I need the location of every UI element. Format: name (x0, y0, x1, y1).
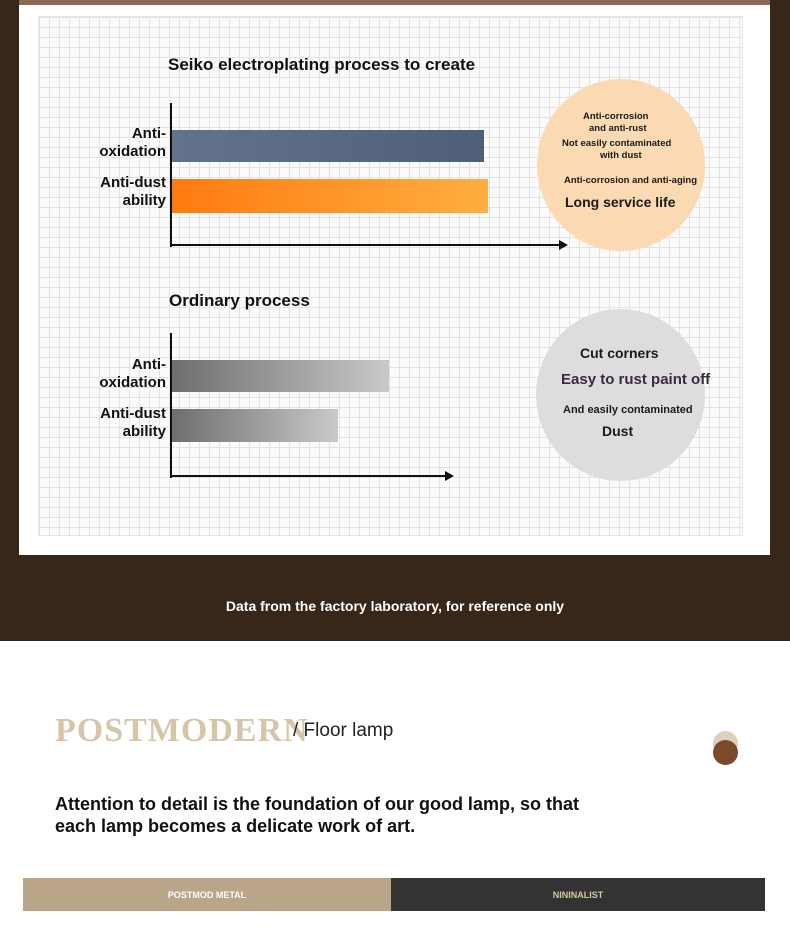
chart1-category-label: Anti-dust ability (100, 174, 166, 209)
chart1-note-line: Long service life (565, 194, 676, 210)
chart1-axis-arrow (559, 240, 568, 250)
chart1-bar-anti-dust (172, 179, 488, 213)
tagline-text: Attention to detail is the foundation of our good lamp, so that each lamp becomes a delicate work of art. (55, 794, 579, 836)
chart2-bar-anti-dust (172, 409, 338, 442)
chart2-category-label: Anti- oxidation (99, 356, 166, 391)
chart2-bar-anti-oxidation (172, 360, 389, 392)
chart1-note-line: Not easily contaminated (562, 138, 672, 149)
chart2-category-label: Anti-dust ability (100, 405, 166, 440)
chart2-note-line: Easy to rust paint off (561, 371, 711, 388)
footnote-text: Data from the factory laboratory, for reference only (225, 598, 565, 614)
chart1-title: Seiko electroplating process to create (168, 55, 476, 74)
chart2-axis-arrow (445, 471, 454, 481)
chart2-note-line: Cut corners (580, 345, 659, 361)
chart1-x-axis (170, 244, 560, 246)
chart1-category-label: Anti- oxidation (99, 125, 166, 160)
chart2-title: Ordinary process (169, 291, 310, 310)
chart2-note-line: Dust (602, 423, 634, 439)
decorative-dot-dark (713, 740, 738, 765)
chart2-note-line: And easily contaminated (563, 404, 693, 416)
chart2-note-circle (536, 309, 705, 481)
chart2-y-axis (170, 333, 172, 478)
brand-title: POSTMODERN (55, 712, 309, 749)
chart1-y-axis (170, 103, 172, 247)
chart1-note-line: and anti-rust (589, 123, 647, 134)
tab-postmod-metal[interactable]: POSTMOD METAL (23, 878, 391, 911)
chart1-note-circle (537, 79, 705, 251)
chart1-note-line: Anti-corrosion (583, 111, 649, 122)
tab-nininalist[interactable]: NININALIST (391, 878, 765, 911)
brand-subtitle: / Floor lamp (293, 720, 394, 741)
chart1-bar-anti-oxidation (172, 130, 484, 162)
chart2-x-axis (170, 475, 446, 477)
chart1-note-line: Anti-corrosion and anti-aging (564, 175, 697, 186)
chart1-note-line: with dust (600, 150, 642, 161)
